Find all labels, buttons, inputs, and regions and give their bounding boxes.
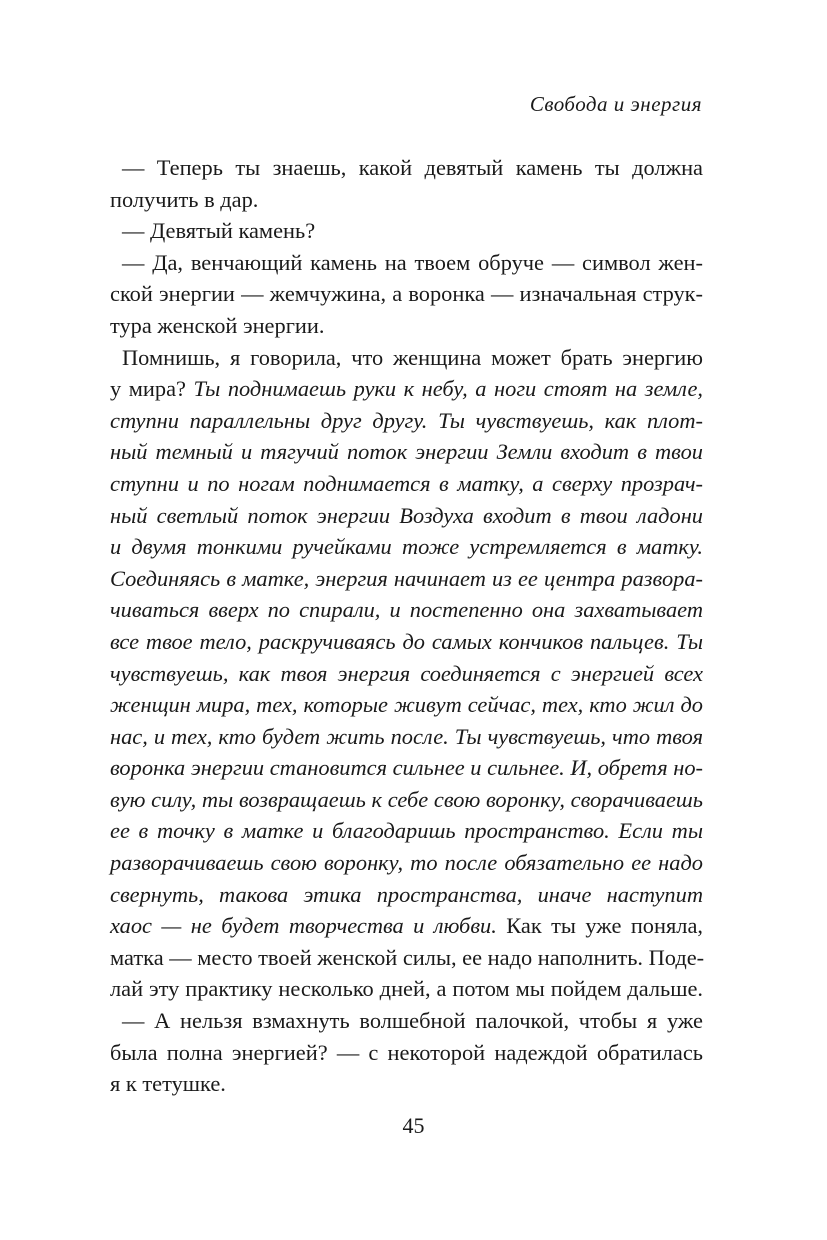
italic-line: ступни и по ногам поднимается в матку, а сверху прозрач- [110,470,703,496]
text-line: получить в дар. [110,186,259,212]
italic-line: вую силу, ты возвращаешь к себе свою воронку, сворачиваешь [110,786,703,812]
text-line: была полна энергией? — с некоторой надеждой обратилась [110,1039,703,1065]
text-line [110,910,703,942]
italic-line: разворачиваешь свою воронку, то после обязательно ее надо [110,850,703,876]
italic-line: чувствуешь, как твоя энергия соединяется с энергией всех [110,660,703,686]
italic-line: Соединяясь в матке, энергия начинает из ее центра развора- [110,565,703,591]
text-line: ской энергии — жемчужина, а воронка — изначальная струк- [110,281,703,307]
italic-line: свернуть, такова этика пространства, иначе наступит [110,881,703,907]
italic-line: женщин мира, тех, которые живут сейчас, тех, кто жил до [110,692,703,718]
text-line: тура женской энергии. [110,312,325,338]
text-segment: у мира? [110,376,186,402]
text-line: лай эту практику несколько дней, а потом мы пойдем дальше. [110,976,703,1002]
text-line: матка — место твоей женской силы, ее надо наполнить. Поде- [110,944,705,970]
italic-line: ступни параллельны друг другу. Ты чувствуешь, как плот- [110,407,703,433]
text-segment: Как ты уже поняла, [496,913,703,939]
text-line: Помнишь, я говорила, что женщина может брать энергию [122,344,703,370]
italic-line: ный темный и тягучий поток энергии Земли входит в твои [110,439,703,465]
text-line [110,373,703,405]
italic-line: чиваться вверх по спирали, и постепенно она захватывает [110,597,703,623]
italic-line: ее в точку в матке и благодаришь пространство. Если ты [110,818,703,844]
body-text [110,152,703,1100]
text-line: — Теперь ты знаешь, какой девятый камень ты должна [122,155,703,180]
text-line: — Да, венчающий камень на твоем обруче — символ жен- [122,249,703,275]
italic-line: нас, и тех, кто будет жить после. Ты чувствуешь, что твоя [110,723,703,749]
italic-segment: хаос — не будет творчества и любви. [110,913,497,939]
text-line: я к тетушке. [110,1071,226,1097]
text-line: — А нельзя взмахнуть волшебной палочкой, чтобы я уже [122,1008,703,1034]
page-number: 45 [402,1113,425,1138]
italic-line: ный светлый поток энергии Воздуха входит в твои ладони [110,502,703,528]
italic-line: и двумя тонкими ручейками тоже устремляется в матку. [110,534,703,560]
italic-line: все твое тело, раскручиваясь до самых кончиков пальцев. Ты [110,628,703,654]
text-line: — Девятый камень? [122,218,316,244]
italic-line: воронка энергии становится сильнее и сильнее. И, обретя но- [110,755,703,781]
running-head: Свобода и энергия [529,92,702,116]
italic-segment: Ты поднимаешь руки к небу, а ноги стоят на земле, [193,376,703,402]
